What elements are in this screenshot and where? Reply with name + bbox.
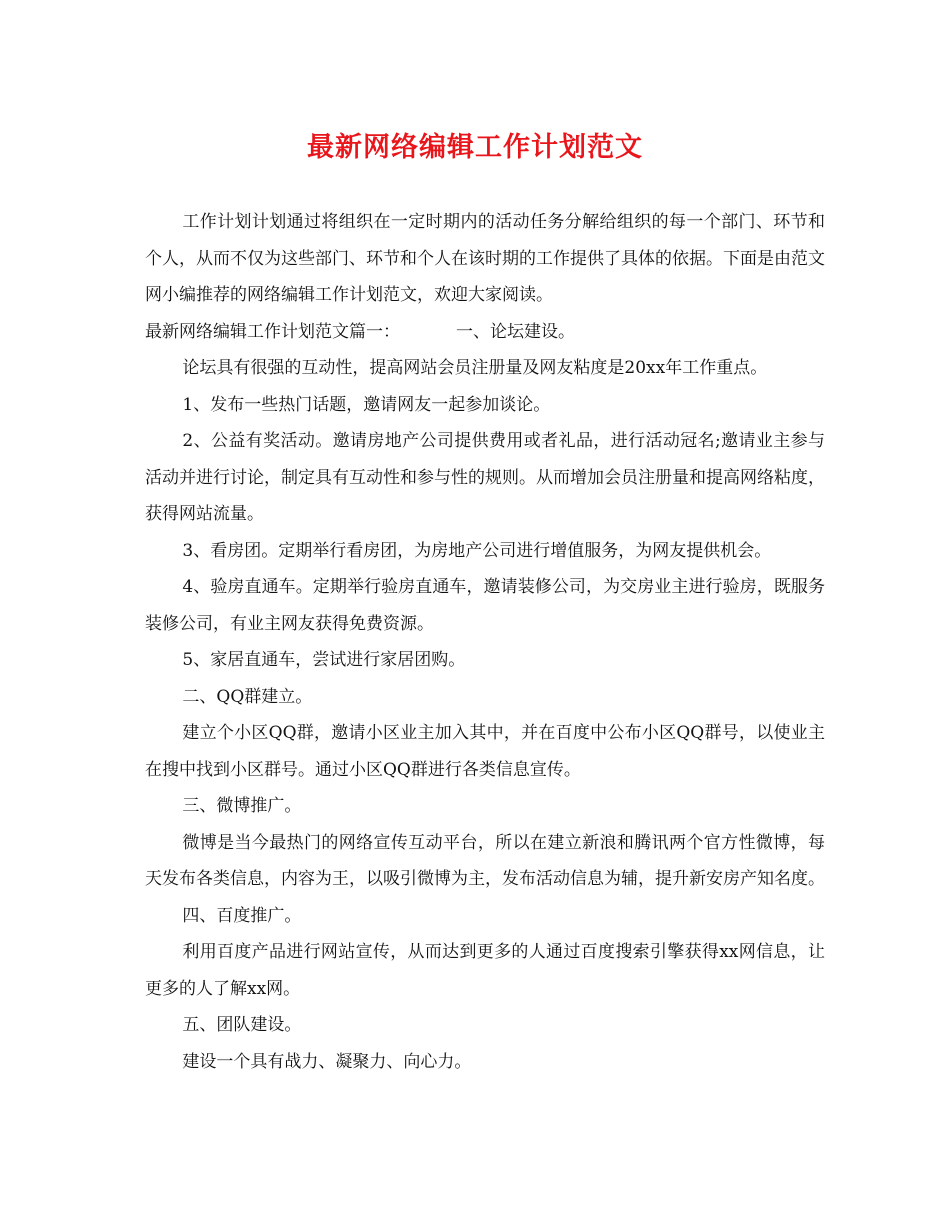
intro-paragraph: 工作计划计划通过将组织在一定时期内的活动任务分解给组织的每一个部门、环节和个人，从而不仅为这些部门、环节和个人在该时期的工作提供了具体的依据。下面是由范文网小编推荐的网络编辑工作计划范文，欢迎大家阅读。 bbox=[145, 212, 825, 305]
body-paragraph: 论坛具有很强的互动性，提高网站会员注册量及网友粘度是20xx年工作重点。 bbox=[182, 358, 768, 378]
section-heading: 一、论坛建设。 bbox=[456, 321, 575, 342]
list-item: 1、发布一些热门话题，邀请网友一起参加谈论。 bbox=[182, 394, 551, 415]
section-heading: 四、百度推广。 bbox=[182, 905, 302, 926]
article-label: 最新网络编辑工作计划范文篇一： bbox=[145, 321, 400, 342]
document-title: 最新网络编辑工作计划范文 bbox=[307, 132, 643, 163]
list-item: 5、家居直通车，尝试进行家居团购。 bbox=[182, 650, 466, 670]
body-paragraph: 建立个小区QQ群，邀请小区业主加入其中，并在百度中公布小区QQ群号，以使业主在搜中找到小区群号。通过小区QQ群进行各类信息宣传。 bbox=[145, 723, 825, 780]
list-item: 3、看房团。定期举行看房团，为房地产公司进行增值服务，为网友提供机会。 bbox=[182, 540, 772, 561]
list-item: 4、验房直通车。定期举行验房直通车，邀请装修公司，为交房业主进行验房，既服务装修公司，有业主网友获得免费资源。 bbox=[145, 577, 825, 634]
article-label-line bbox=[145, 314, 825, 351]
section-heading: 三、微博推广。 bbox=[182, 796, 302, 816]
body-paragraph: 微博是当今最热门的网络宣传互动平台，所以在建立新浪和腾讯两个官方性微博，每天发布各类信息，内容为王，以吸引微博为主，发布活动信息为辅，提升新安房产知名度。 bbox=[145, 832, 825, 889]
list-item: 2、公益有奖活动。邀请房地产公司提供费用或者礼品，进行活动冠名;邀请业主参与活动并进行讨论，制定具有互动性和参与性的规则。从而增加会员注册量和提高网络粘度，获得网站流量。 bbox=[145, 431, 825, 524]
body-paragraph: 建设一个具有战力、凝聚力、向心力。 bbox=[182, 1051, 472, 1072]
body-paragraph: 利用百度产品进行网站宣传，从而达到更多的人通过百度搜索引擎获得xx网信息，让更多的人了解xx网。 bbox=[145, 942, 825, 999]
section-heading: 五、团队建设。 bbox=[182, 1015, 302, 1035]
section-heading: 二、QQ群建立。 bbox=[182, 686, 313, 707]
document-body bbox=[145, 204, 825, 1080]
